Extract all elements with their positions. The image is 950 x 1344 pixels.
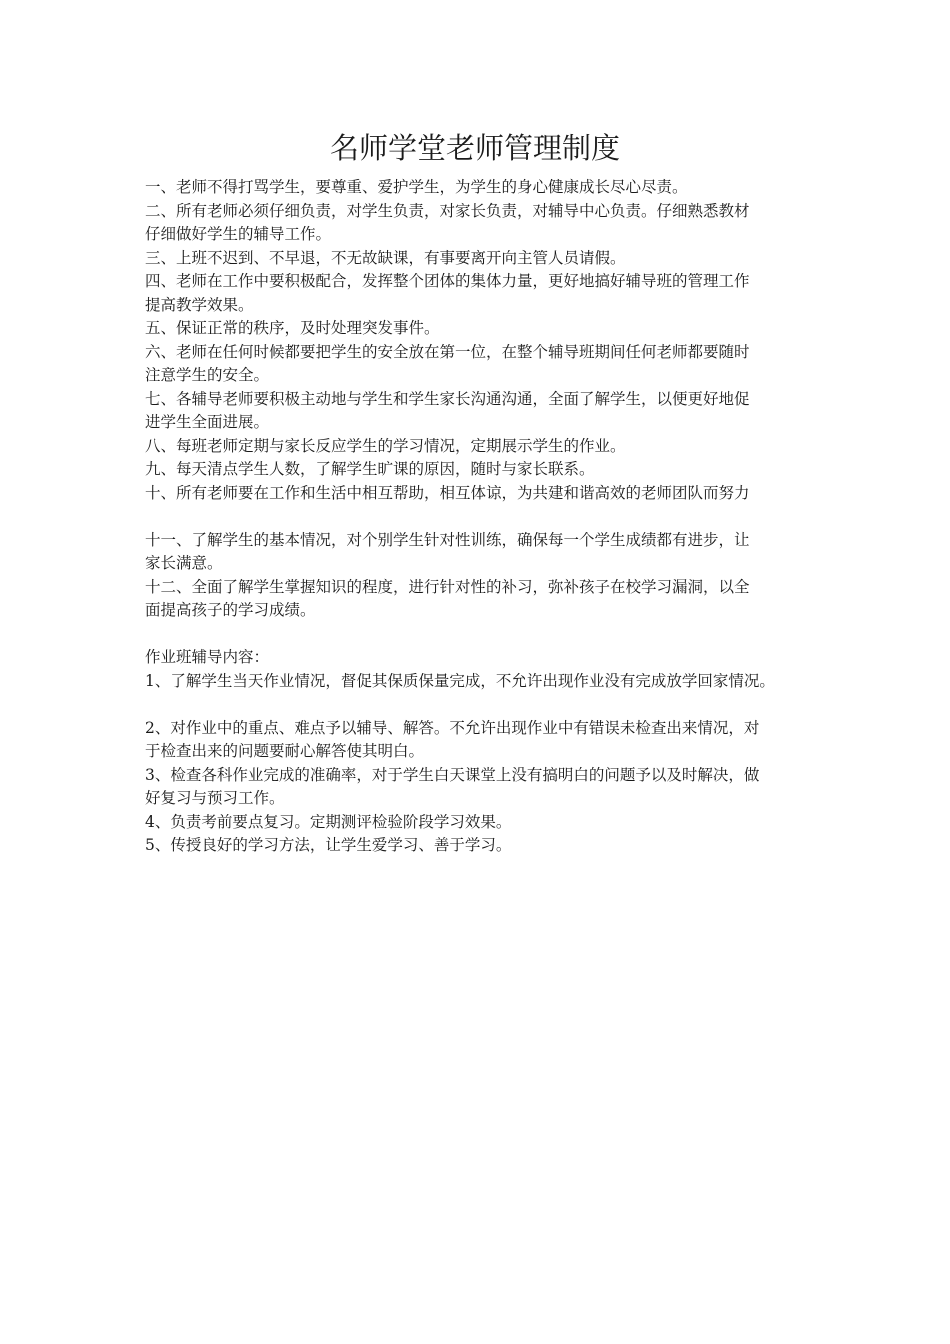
- homework-item-2-line-1: 2、对作业中的重点、难点予以辅导、解答。不允许出现作业中有错误未检查出来情况，对: [145, 718, 760, 737]
- homework-item-4-line-1: 4、负责考前要点复习。定期测评检验阶段学习效果。: [145, 812, 512, 831]
- rule-7-line-1: 七、各辅导老师要积极主动地与学生和学生家长沟通沟通，全面了解学生，以便更好地促: [145, 389, 750, 408]
- rule-4-line-1: 四、老师在工作中要积极配合，发挥整个团体的集体力量，更好地搞好辅导班的管理工作: [145, 272, 750, 290]
- blank-line: [145, 623, 825, 647]
- homework-item-2-line-2: 于检查出来的问题要耐心解答使其明白。: [145, 742, 425, 760]
- rule-2-line-1: 二、所有老师必须仔细负责，对学生负责，对家长负责，对辅导中心负责。仔细熟悉教材: [145, 201, 750, 220]
- rule-6-line-2: 注意学生的安全。: [145, 366, 270, 384]
- rule-4-line-2: 提高教学效果。: [145, 295, 254, 314]
- rule-6-line-1: 六、老师在任何时候都要把学生的安全放在第一位，在整个辅导班期间任何老师都要随时: [145, 342, 750, 361]
- rule-10-line-1: 十、所有老师要在工作和生活中相互帮助，相互体谅，为共建和谐高效的老师团队而努力: [145, 483, 750, 502]
- blank-line: [145, 693, 825, 717]
- homework-item-1-line-1: 1、了解学生当天作业情况，督促其保质保量完成，不允许出现作业没有完成放学回家情况。: [145, 671, 775, 690]
- homework-item-5-line-1: 5、传授良好的学习方法，让学生爱学习、善于学习。: [145, 836, 512, 854]
- rule-12-line-2: 面提高孩子的学习成绩。: [145, 601, 316, 619]
- rule-2-line-2: 仔细做好学生的辅导工作。: [145, 225, 332, 243]
- homework-item-3-line-2: 好复习与预习工作。: [145, 789, 285, 807]
- rule-7-line-2: 进学生全面进展。: [145, 413, 270, 431]
- rule-3-line-1: 三、上班不迟到、不早退，不无故缺课，有事要离开向主管人员请假。: [145, 248, 626, 267]
- blank-line: [145, 505, 825, 529]
- homework-item-3-line-1: 3、检查各科作业完成的准确率，对于学生白天课堂上没有搞明白的问题予以及时解决，做: [145, 765, 760, 784]
- rule-9-line-1: 九、每天清点学生人数，了解学生旷课的原因，随时与家长联系。: [145, 460, 595, 478]
- rule-1-line-1: 一、老师不得打骂学生，要尊重、爱护学生，为学生的身心健康成长尽心尽责。: [145, 178, 688, 196]
- rule-12-line-1: 十二、全面了解学生掌握知识的程度，进行针对性的补习，弥补孩子在校学习漏洞，以全: [145, 577, 750, 596]
- homework-heading: 作业班辅导内容：: [145, 648, 270, 666]
- rule-8-line-1: 八、每班老师定期与家长反应学生的学习情况，定期展示学生的作业。: [145, 436, 626, 455]
- rule-5-line-1: 五、保证正常的秩序，及时处理突发事件。: [145, 319, 440, 337]
- document-title: 名师学堂老师管理制度: [329, 131, 620, 165]
- document-body: [145, 176, 825, 858]
- rule-11-line-2: 家长满意。: [145, 554, 223, 572]
- rule-11-line-1: 十一、了解学生的基本情况，对个别学生针对性训练，确保每一个学生成绩都有进步，让: [145, 530, 750, 549]
